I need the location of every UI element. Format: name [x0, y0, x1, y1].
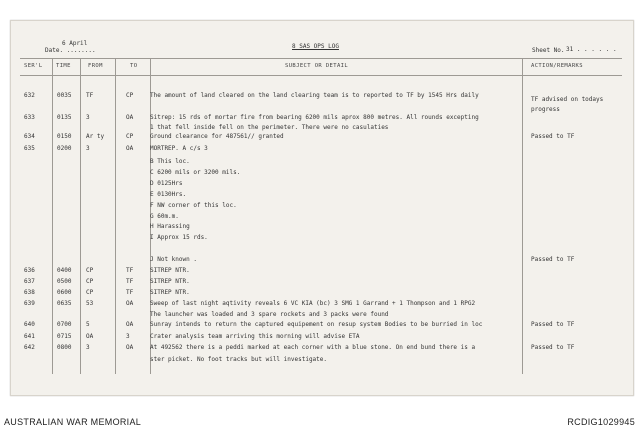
- detail-cell: Sweep of last night aqtivity reveals 6 VC KIA (bc) 3 SMG 1 Garrand + 1 Thompson and 1 RPG2: [150, 300, 476, 307]
- detail-cell: Sunray intends to return the captured equipement on resup system Bodies to be burried in loc: [150, 321, 483, 328]
- detail-cell: ster picket. No foot tracks but will investigate.: [150, 356, 328, 363]
- detail-cell: C 6200 mils or 3200 mils.: [150, 169, 241, 176]
- from-cell: CP: [86, 267, 94, 274]
- column-divider: [52, 58, 53, 374]
- serial-cell: 633: [24, 114, 35, 121]
- detail-cell: J Not known .: [150, 256, 197, 263]
- action-cell: Passed to TF: [531, 344, 575, 351]
- action-cell: Passed to TF: [531, 321, 575, 328]
- detail-cell: At 492562 there is a peddi marked at each corner with a blue stone. On end bund there is a: [150, 344, 476, 351]
- time-cell: 0150: [57, 133, 72, 140]
- date-value: 6 April: [62, 40, 88, 47]
- detail-cell: I Approx 15 rds.: [150, 234, 208, 241]
- serial-cell: 639: [24, 300, 35, 307]
- to-cell: CP: [126, 92, 134, 99]
- to-cell: TF: [126, 267, 134, 274]
- column-header-time: TIME: [56, 63, 71, 69]
- detail-cell: F NW corner of this loc.: [150, 202, 237, 209]
- time-cell: 0200: [57, 145, 72, 152]
- from-cell: 3: [86, 114, 90, 121]
- serial-cell: 632: [24, 92, 35, 99]
- time-cell: 0035: [57, 92, 72, 99]
- action-cell: Passed to TF: [531, 133, 575, 140]
- time-cell: 0500: [57, 278, 72, 285]
- column-header-action: ACTION/REMARKS: [531, 63, 583, 69]
- time-cell: 0800: [57, 344, 72, 351]
- from-cell: 53: [86, 300, 94, 307]
- table-top-rule: [20, 58, 622, 59]
- action-cell: Passed to TF: [531, 256, 575, 263]
- detail-cell: 1 that fell inside fell on the perimeter. There were no casulaties: [150, 124, 389, 131]
- to-cell: TF: [126, 289, 134, 296]
- detail-cell: MORTREP. A c/s 3: [150, 145, 208, 152]
- action-cell: progress: [531, 106, 560, 113]
- time-cell: 0135: [57, 114, 72, 121]
- page-title: 8 SAS OPS LOG: [292, 43, 339, 50]
- detail-cell: B This loc.: [150, 158, 190, 165]
- from-cell: 5: [86, 321, 90, 328]
- serial-cell: 642: [24, 344, 35, 351]
- archive-id: RCDIG1029945: [567, 417, 635, 427]
- detail-cell: Sitrep: 15 rds of mortar fire from bearing 6200 mils aprox 800 metres. All rounds excepting: [150, 114, 479, 121]
- column-divider: [522, 58, 523, 374]
- to-cell: TF: [126, 278, 134, 285]
- time-cell: 0400: [57, 267, 72, 274]
- archive-credit: AUSTRALIAN WAR MEMORIAL: [4, 417, 142, 427]
- time-cell: 0635: [57, 300, 72, 307]
- serial-cell: 636: [24, 267, 35, 274]
- to-cell: OA: [126, 321, 134, 328]
- detail-cell: D 0125Hrs: [150, 180, 183, 187]
- sheet-number: 31 . . . . . .: [566, 46, 617, 53]
- to-cell: CP: [126, 133, 134, 140]
- serial-cell: 638: [24, 289, 35, 296]
- serial-cell: 641: [24, 333, 35, 340]
- time-cell: 0715: [57, 333, 72, 340]
- detail-cell: E 0130Hrs.: [150, 191, 187, 198]
- to-cell: OA: [126, 344, 134, 351]
- to-cell: OA: [126, 145, 134, 152]
- detail-cell: G 60m.m.: [150, 213, 179, 220]
- from-cell: 3: [86, 344, 90, 351]
- column-header-from: FROM: [88, 63, 103, 69]
- table-header-rule: [20, 75, 622, 76]
- to-cell: 3: [126, 333, 130, 340]
- detail-cell: Ground clearance for 487561// granted: [150, 133, 284, 140]
- date-label: Date. ........: [45, 47, 96, 54]
- from-cell: TF: [86, 92, 94, 99]
- detail-cell: SITREP NTR.: [150, 267, 190, 274]
- sheet-label: Sheet No.: [532, 47, 565, 54]
- action-cell: TF advised on todays: [531, 96, 604, 103]
- detail-cell: The amount of land cleared on the land clearing team is to reported to TF by 1545 Hrs daily: [150, 92, 479, 99]
- detail-cell: Crater analysis team arriving this morning will advise ETA: [150, 333, 360, 340]
- detail-cell: H Harassing: [150, 223, 190, 230]
- serial-cell: 635: [24, 145, 35, 152]
- from-cell: Ar ty: [86, 133, 105, 140]
- column-header-subject: SUBJECT OR DETAIL: [285, 63, 349, 69]
- column-header-to: TO: [130, 63, 138, 69]
- from-cell: CP: [86, 278, 94, 285]
- serial-cell: 637: [24, 278, 35, 285]
- column-header-serial: SER'L: [24, 63, 43, 69]
- serial-cell: 634: [24, 133, 35, 140]
- serial-cell: 640: [24, 321, 35, 328]
- detail-cell: SITREP NTR.: [150, 289, 190, 296]
- column-divider: [80, 58, 81, 374]
- column-divider: [115, 58, 116, 374]
- detail-cell: SITREP NTR.: [150, 278, 190, 285]
- detail-cell: The launcher was loaded and 3 spare rockets and 3 packs were found: [150, 311, 389, 318]
- from-cell: CP: [86, 289, 94, 296]
- to-cell: OA: [126, 114, 134, 121]
- time-cell: 0600: [57, 289, 72, 296]
- from-cell: OA: [86, 333, 94, 340]
- to-cell: OA: [126, 300, 134, 307]
- time-cell: 0700: [57, 321, 72, 328]
- from-cell: 3: [86, 145, 90, 152]
